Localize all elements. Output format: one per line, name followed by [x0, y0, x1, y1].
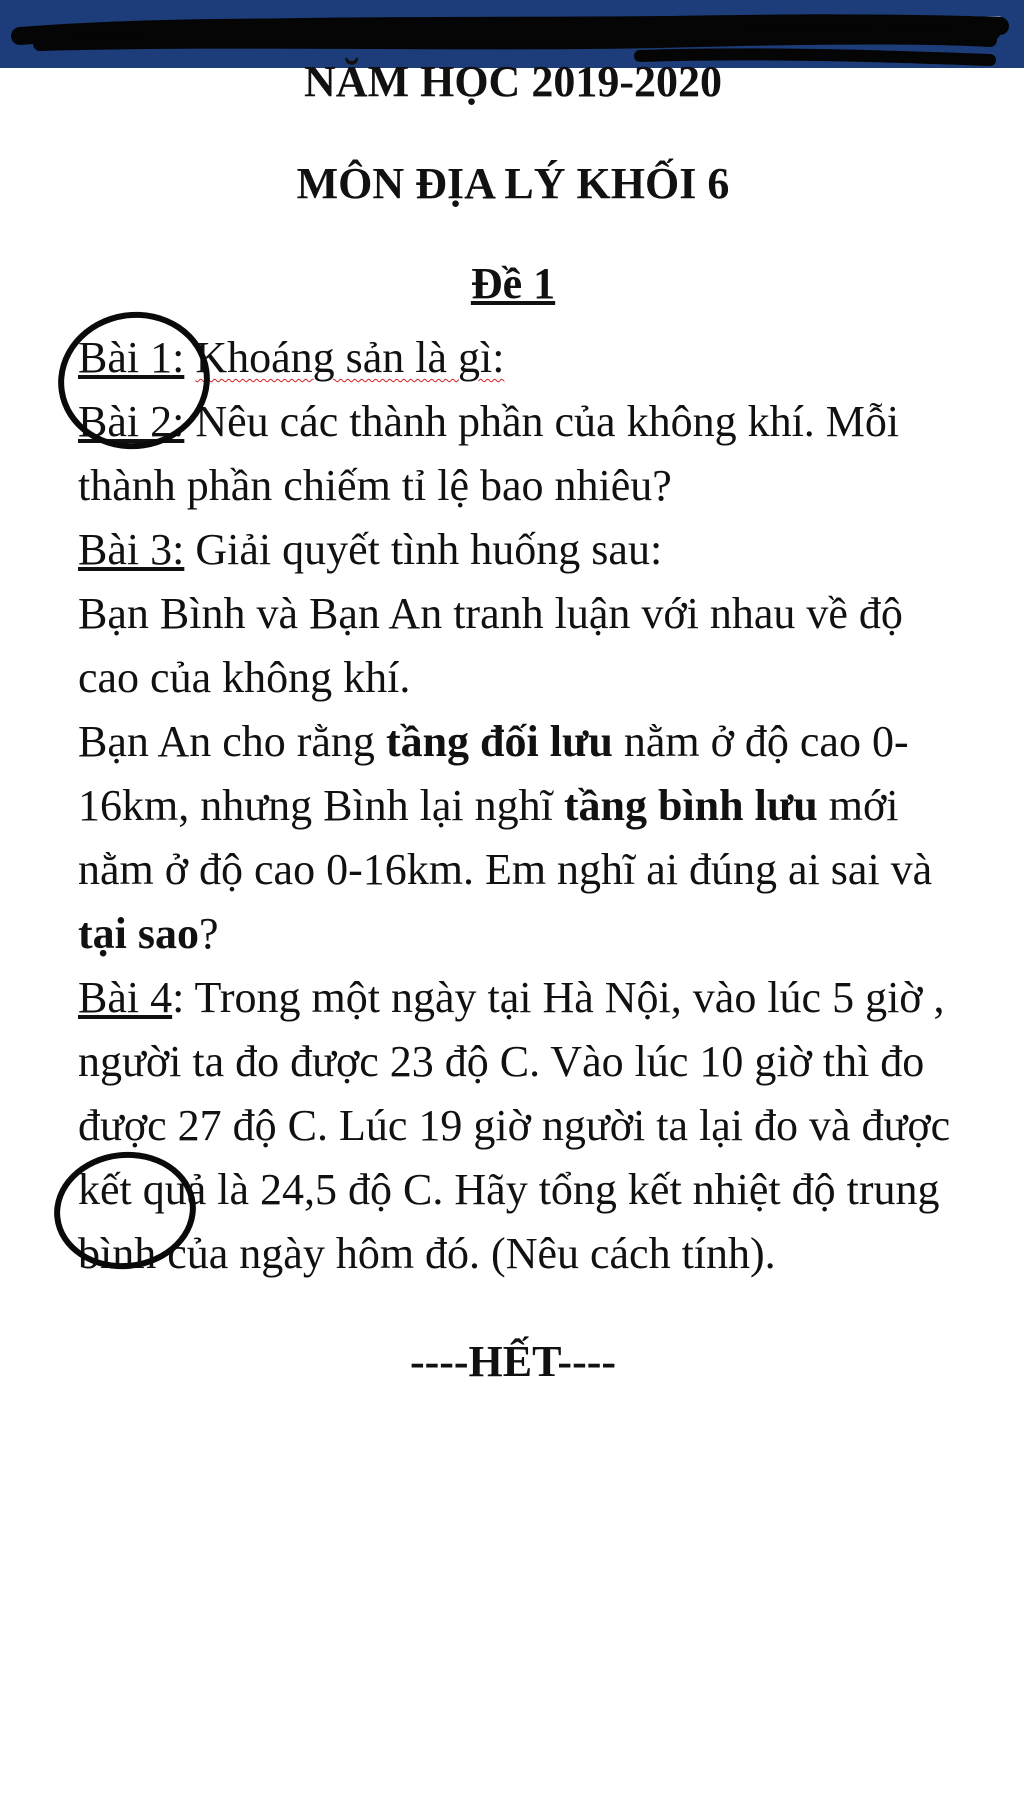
q3p2-bold-stratosphere: tầng bình lưu [563, 781, 818, 830]
battery-percentage: 99% [809, 10, 874, 46]
question-2 [78, 390, 958, 518]
q3p2-part2: nằm ở độ cao 0-16km, nhưng Bình lại nghĩ [78, 717, 909, 830]
question-3 [78, 518, 958, 582]
status-icons: ◌ ◠ ↕ [627, 12, 774, 47]
question-3-paragraph-1: Bạn Bình và Bạn An tranh luận với nhau về độ cao của không khí. [78, 589, 903, 702]
question-1 [78, 326, 958, 390]
q3p2-part4: ? [199, 909, 219, 958]
q3p2-part3: mới nằm ở độ cao 0-16km. Em nghĩ ai đúng ai sai và [78, 781, 933, 894]
q3p2-part1: Bạn An cho rằng [78, 717, 386, 766]
school-year-title: NĂM HỌC 2019-2020 [304, 57, 722, 106]
question-3-paragraph-2 [78, 710, 958, 966]
status-time: 15:27 [921, 10, 1002, 46]
question-2-text: Nêu các thành phần của không khí. Mỗi thành phần chiếm tỉ lệ bao nhiêu? [78, 397, 900, 510]
question-1-label: Bài 1: [78, 333, 185, 382]
q3p2-bold-why: tại sao [78, 909, 199, 958]
question-1-text: Khoáng sản là gì: [195, 333, 505, 382]
subject-title: MÔN ĐỊA LÝ KHỐI 6 [296, 159, 730, 208]
question-2-label: Bài 2: [78, 397, 185, 446]
exam-document [78, 40, 958, 1438]
end-marker: ----HẾT---- [409, 1337, 617, 1386]
question-4-text: : Trong một ngày tại Hà Nội, vào lúc 5 giờ , người ta đo được 23 độ C. Vào lúc 10 giờ thì đo được 27 độ C. Lúc 19 giờ người ta lại đo và được kết quả là 24,5 độ C. Hãy tổng kết nhiệt độ trung bình của ngày hôm đó. (Nêu cách tính). [78, 973, 951, 1278]
question-3-text: Giải quyết tình huống sau: [195, 525, 663, 574]
question-4-label: Bài 4 [78, 973, 173, 1022]
exam-code-text: Đề 1 [470, 259, 556, 308]
question-3-label: Bài 3: [78, 525, 185, 574]
marker-scribble [0, 0, 1024, 80]
q3p2-bold-troposphere: tầng đối lưu [385, 717, 613, 766]
question-4 [78, 966, 958, 1286]
exam-code [78, 242, 948, 326]
